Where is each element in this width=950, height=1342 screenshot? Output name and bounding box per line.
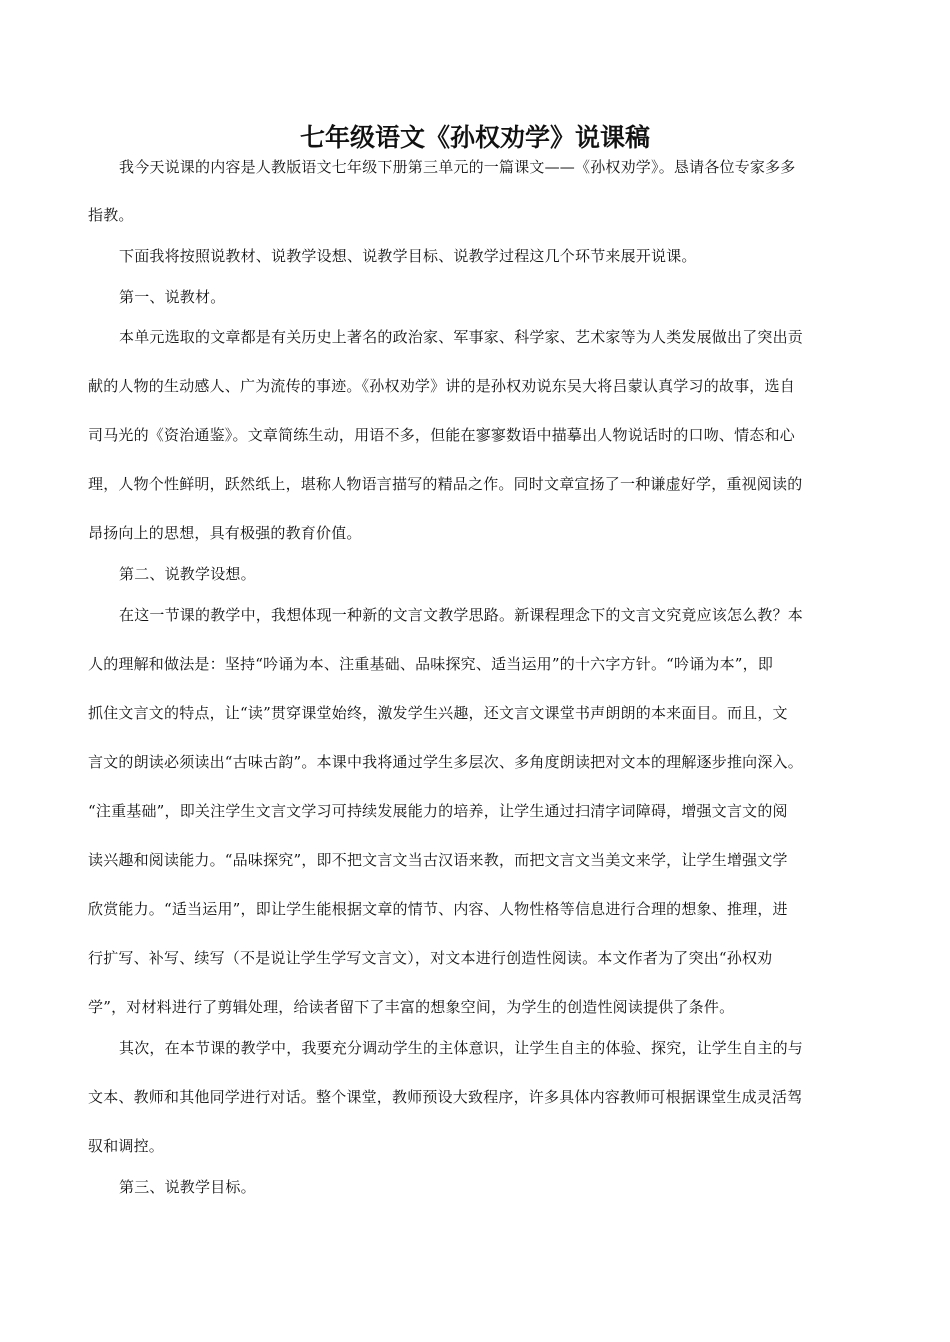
paragraph-line: 献的人物的生动感人、广为流传的事迹。《孙权劝学》讲的是孙权劝说东吴大将吕蒙认真学习的故事，选自 [88, 377, 795, 395]
paragraph-line: 行扩写、补写、续写（不是说让学生学写文言文），对文本进行创造性阅读。本文作者为了突出“孙权劝 [88, 949, 773, 967]
paragraph-line: 司马光的《资治通鉴》。文章简练生动，用语不多，但能在寥寥数语中描摹出人物说话时的口吻、情态和心 [88, 426, 795, 444]
paragraph-line: 昂扬向上的思想，具有极强的教育价值。 [88, 524, 362, 542]
document-title: 七年级语文《孙权劝学》说课稿 [299, 123, 650, 152]
paragraph-line: 我今天说课的内容是人教版语文七年级下册第三单元的一篇课文——《孙权劝学》。恳请各位专家多多 [119, 158, 796, 176]
paragraph-line: 文本、教师和其他同学进行对话。整个课堂，教师预设大致程序，许多具体内容教师可根据课堂生成灵活驾 [88, 1088, 803, 1106]
paragraph-line: 本单元选取的文章都是有关历史上著名的政治家、军事家、科学家、艺术家等为人类发展做出了突出贡 [119, 328, 804, 346]
section-heading: 第三、说教学目标。 [119, 1178, 256, 1196]
paragraph-line: 学”，对材料进行了剪辑处理，给读者留下了丰富的想象空间，为学生的创造性阅读提供了条件。 [88, 998, 735, 1016]
paragraph-line: 下面我将按照说教材、说教学设想、说教学目标、说教学过程这几个环节来展开说课。 [119, 247, 697, 265]
section-heading: 第二、说教学设想。 [119, 565, 256, 583]
paragraph-line: 驭和调控。 [88, 1137, 165, 1155]
paragraph-line: 言文的朗读必须读出“古味古韵”。本课中我将通过学生多层次、多角度朗读把对文本的理解逐步推向深入。 [88, 753, 803, 771]
section-heading: 第一、说教材。 [119, 288, 226, 306]
paragraph-line: 其次，在本节课的教学中，我要充分调动学生的主体意识，让学生自主的体验、探究，让学生自主的与 [119, 1039, 804, 1057]
paragraph-line: 在这一节课的教学中，我想体现一种新的文言文教学思路。新课程理念下的文言文究竟应该怎么教？本 [119, 606, 804, 624]
paragraph-line: 抓住文言文的特点，让“读”贯穿课堂始终，激发学生兴趣，还文言文课堂书声朗朗的本来面目。而且，文 [88, 704, 788, 722]
paragraph-line: 指教。 [88, 206, 134, 224]
paragraph-line: “注重基础”，即关注学生文言文学习可持续发展能力的培养，让学生通过扫清字词障碍，增强文言文的阅 [88, 802, 788, 820]
paragraph-line: 欣赏能力。“适当运用”，即让学生能根据文章的情节、内容、人物性格等信息进行合理的想象、推理，进 [88, 900, 788, 918]
paragraph-line: 人的理解和做法是：坚持“吟诵为本、注重基础、品味探究、适当运用”的十六字方针。“吟诵为本”，即 [88, 655, 774, 673]
paragraph-line: 读兴趣和阅读能力。“品味探究”，即不把文言文当古汉语来教，而把文言文当美文来学，让学生增强文学 [88, 851, 788, 869]
paragraph-line: 理，人物个性鲜明，跃然纸上，堪称人物语言描写的精品之作。同时文章宣扬了一种谦虚好学，重视阅读的 [88, 475, 803, 493]
